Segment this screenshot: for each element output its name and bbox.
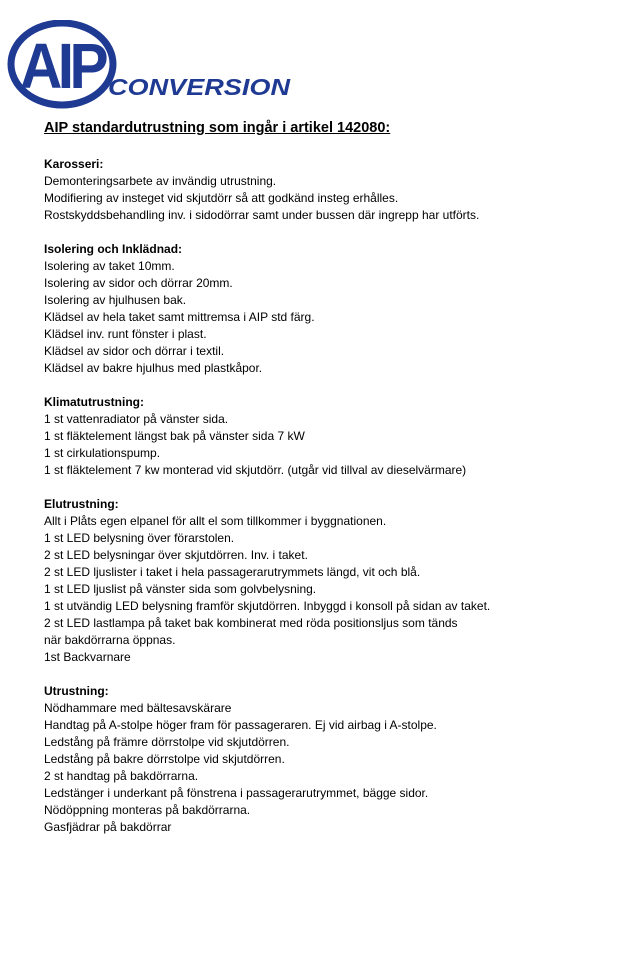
section-line: Klädsel inv. runt fönster i plast. xyxy=(44,327,207,341)
section xyxy=(44,683,614,836)
section-line: Klädsel av sidor och dörrar i textil. xyxy=(44,344,225,358)
section-line: Modifiering av insteget vid skjutdörr så att godkänd insteg erhålles. xyxy=(44,191,399,205)
section-line: 1 st LED ljuslist på vänster sida som golvbelysning. xyxy=(44,582,317,596)
logo-letters: AIP xyxy=(20,30,108,102)
section-line: Isolering av sidor och dörrar 20mm. xyxy=(44,276,233,290)
section-line: 1 st utvändig LED belysning framför skjutdörren. Inbyggd i konsoll på sidan av taket. xyxy=(44,599,491,613)
section-heading: Klimatutrustning: xyxy=(44,395,144,409)
section-line: Nödöppning monteras på bakdörrarna. xyxy=(44,803,251,817)
section xyxy=(44,394,614,479)
section-line: 1 st cirkulationspump. xyxy=(44,446,161,460)
section-line: Ledstång på främre dörrstolpe vid skjutdörren. xyxy=(44,735,290,749)
section-line: Ledstång på bakre dörrstolpe vid skjutdörren. xyxy=(44,752,285,766)
section-line: Klädsel av bakre hjulhus med plastkåpor. xyxy=(44,361,263,375)
section-line: Isolering av taket 10mm. xyxy=(44,259,175,273)
section-line: 2 st handtag på bakdörrarna. xyxy=(44,769,199,783)
section-line: Nödhammare med bältesavskärare xyxy=(44,701,232,715)
section xyxy=(44,156,614,224)
document-title: AIP standardutrustning som ingår i artikel 142080: xyxy=(44,120,391,136)
section-line: 2 st LED belysningar över skjutdörren. Inv. i taket. xyxy=(44,548,308,562)
section-line: Klädsel av hela taket samt mittremsa i AIP std färg. xyxy=(44,310,315,324)
section-heading: Elutrustning: xyxy=(44,497,119,511)
section-line: Isolering av hjulhusen bak. xyxy=(44,293,187,307)
section-line: när bakdörrarna öppnas. xyxy=(44,633,176,647)
section-line: Allt i Plåts egen elpanel för allt el som tillkommer i byggnationen. xyxy=(44,514,387,528)
section-line: Gasfjädrar på bakdörrar xyxy=(44,820,172,834)
section-line: 1st Backvarnare xyxy=(44,650,131,664)
section-line: 1 st LED belysning över förarstolen. xyxy=(44,531,235,545)
section-heading: Karosseri: xyxy=(44,157,104,171)
section-line: Rostskyddsbehandling inv. i sidodörrar samt under bussen där ingrepp har utförts. xyxy=(44,208,480,222)
section xyxy=(44,241,614,377)
section-heading: Isolering och Inklädnad: xyxy=(44,242,183,256)
section-line: Demonteringsarbete av invändig utrustning. xyxy=(44,174,277,188)
aip-conversion-logo xyxy=(6,20,306,120)
logo-wordmark: CONVERSION xyxy=(108,74,291,100)
section-line: 1 st fläktelement längst bak på vänster sida 7 kW xyxy=(44,429,305,443)
section-heading: Utrustning: xyxy=(44,684,109,698)
section-line: Ledstänger i underkant på fönstrena i passagerarutrymmet, bägge sidor. xyxy=(44,786,429,800)
section-line: 2 st LED lastlampa på taket bak kombinerat med röda positionsljus som tänds xyxy=(44,616,458,630)
section-line: Handtag på A-stolpe höger fram för passageraren. Ej vid airbag i A-stolpe. xyxy=(44,718,437,732)
section-line: 1 st vattenradiator på vänster sida. xyxy=(44,412,229,426)
section xyxy=(44,496,614,666)
section-line: 2 st LED ljuslister i taket i hela passagerarutrymmets längd, vit och blå. xyxy=(44,565,421,579)
document-body xyxy=(44,156,614,853)
logo-graphic xyxy=(6,20,306,120)
section-line: 1 st fläktelement 7 kw monterad vid skjutdörr. (utgår vid tillval av dieselvärmare) xyxy=(44,463,467,477)
